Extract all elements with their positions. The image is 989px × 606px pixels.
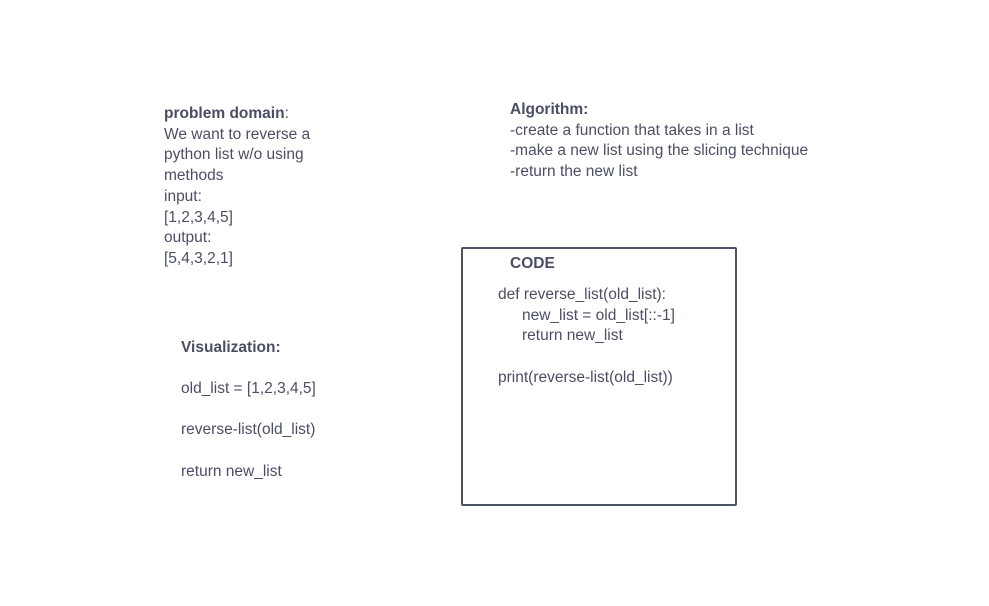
code-body-line: return new_list bbox=[522, 327, 623, 345]
code-heading: CODE bbox=[510, 255, 555, 272]
visualization-spacer bbox=[181, 359, 316, 380]
problem-domain-note bbox=[164, 104, 310, 270]
algorithm-step: -make a new list using the slicing technique bbox=[510, 142, 809, 160]
visualization-line: old_list = [1,2,3,4,5] bbox=[181, 380, 316, 398]
visualization-heading: Visualization: bbox=[181, 339, 281, 356]
algorithm-step: -return the new list bbox=[510, 163, 638, 181]
visualization-note bbox=[181, 338, 316, 482]
visualization-line: return new_list bbox=[181, 462, 282, 480]
problem-line: methods bbox=[164, 167, 224, 185]
algorithm-note bbox=[510, 100, 808, 183]
input-label: input: bbox=[164, 187, 202, 205]
code-snippet bbox=[498, 285, 675, 389]
problem-line: We want to reverse a bbox=[164, 125, 311, 143]
code-blank-line bbox=[498, 347, 675, 368]
problem-domain-heading-line bbox=[164, 104, 310, 125]
algorithm-step: -create a function that takes in a list bbox=[510, 121, 754, 139]
visualization-spacer bbox=[181, 441, 316, 462]
code-print-line: print(reverse-list(old_list)) bbox=[498, 369, 673, 387]
code-body-line: new_list = old_list[::-1] bbox=[522, 306, 675, 324]
code-def-line: def reverse_list(old_list): bbox=[498, 286, 666, 303]
problem-line: python list w/o using bbox=[164, 146, 304, 164]
visualization-spacer bbox=[181, 400, 316, 421]
output-label: output: bbox=[164, 229, 212, 247]
output-value: [5,4,3,2,1] bbox=[164, 249, 233, 267]
problem-domain-heading: problem domain bbox=[164, 105, 285, 122]
problem-domain-colon: : bbox=[284, 105, 289, 122]
algorithm-heading: Algorithm: bbox=[510, 101, 589, 118]
input-value: [1,2,3,4,5] bbox=[164, 208, 233, 226]
visualization-line: reverse-list(old_list) bbox=[181, 421, 316, 439]
